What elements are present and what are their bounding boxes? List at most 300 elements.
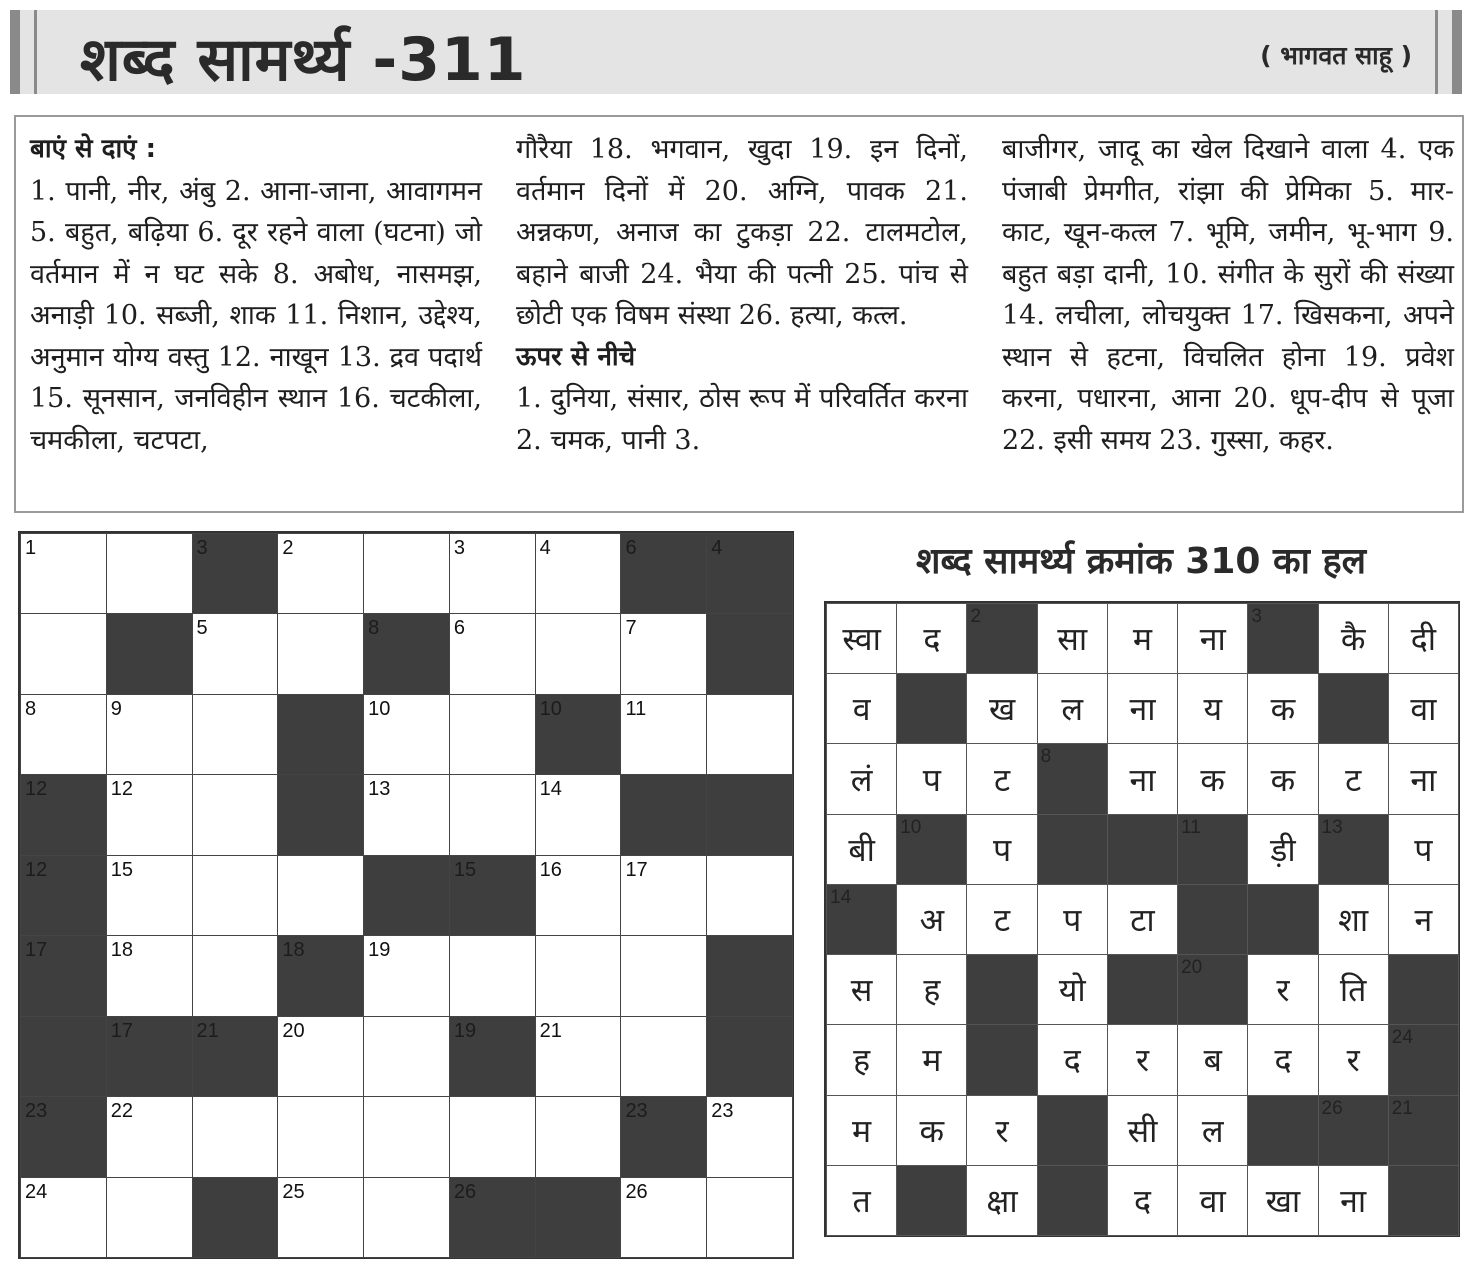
solution-cell [896,1024,967,1095]
solution-letter: प [1063,900,1082,939]
solution-cell [966,814,1037,885]
cell-number: 12 [25,778,48,801]
solution-black-cell [896,673,967,744]
grid-cell[interactable] [535,533,622,614]
grid-cell[interactable] [706,1177,793,1258]
cell-number: 12 [110,778,134,801]
cell-number: 6 [625,537,637,559]
solution-letter: ह [853,1041,871,1080]
solution-letter: अ [919,900,945,939]
solution-black-cell [1388,1095,1459,1166]
solution-cell [966,1095,1037,1166]
across-clues-continued: गौरैया 18. भगवान, खुदा 19. इन दिनों, वर्तमान दिनों में 20. अग्नि, पावक 21. अन्नकण, अनाज का टुकड़ा 22. टालमटोल, बहाने बाजी 24. भैया की पत्नी 25. पांच से छोटी एक विषम संस्था 26. हत्या, कत्ल. [516,134,968,331]
cell-number: 17 [110,1019,134,1042]
solution-letter: द [1063,1041,1081,1080]
solution-letter [827,885,896,954]
solution-letter [1178,885,1247,954]
solution-letter: ट [993,760,1011,799]
clues-column-2 [516,129,968,461]
solution-cell [896,743,967,814]
cell-number: 1 [25,537,37,559]
grid-cell[interactable] [277,855,364,936]
solution-letter [967,1025,1036,1094]
grid-cell[interactable] [106,935,193,1016]
solution-letter [967,604,1036,673]
grid-cell[interactable] [706,694,793,775]
cell-number: 13 [368,778,391,801]
cell-number: 10 [539,697,562,720]
grid-cell[interactable] [363,1016,450,1097]
grid-cell[interactable] [106,1096,193,1177]
solution-cell [1177,1024,1248,1095]
solution-letter: प [992,830,1012,869]
cell-number: 17 [625,858,648,881]
cell-number: 6 [453,617,465,640]
cell-number: 9 [110,697,122,720]
solution-cell-number: 11 [1181,816,1201,838]
cell-number: 12 [25,858,48,881]
solution-cell [1247,743,1318,814]
page-title: शब्द सामर्थ्य -311 [80,25,527,95]
solution-cell [896,1095,967,1166]
solution-cell [1318,1024,1389,1095]
black-cell [449,1177,536,1258]
grid-cell[interactable] [449,774,536,855]
grid-cell[interactable] [363,1096,450,1177]
solution-letter: क [1200,760,1225,799]
solution-cell [1247,1024,1318,1095]
grid-cell[interactable] [106,774,193,855]
solution-letter [1389,1096,1458,1165]
cell-number: 18 [282,939,305,962]
solution-cell [896,954,967,1025]
cell-number: 4 [711,537,723,559]
black-cell [535,694,622,775]
solution-black-cell [966,1024,1037,1095]
solution-cell [1037,884,1108,955]
solution-letter [897,674,966,743]
solution-black-cell [1318,673,1389,744]
solution-letter [1248,1096,1317,1165]
black-cell [20,855,107,936]
solution-letter: द [1133,1181,1151,1220]
solution-letter: क [919,1111,945,1150]
solution-letter [967,955,1036,1024]
solution-black-cell [896,1165,967,1236]
solution-letter: वा [1199,1181,1226,1220]
solution-letter: स्वा [842,620,881,659]
solution-cell [1247,673,1318,744]
solution-cell [1388,743,1459,814]
solution-cell [826,954,897,1025]
cell-number: 18 [110,939,134,962]
solution-cell [1177,743,1248,814]
cell-number: 20 [282,1019,305,1042]
solution-cell [1318,884,1389,955]
grid-cell[interactable] [277,1177,364,1258]
solution-black-cell [1037,1095,1108,1166]
solution-cell [1037,603,1108,674]
solution-letter: टा [1130,900,1155,939]
solution-cell [966,743,1037,814]
solution-cell [1107,1024,1178,1095]
solution-cell-number: 20 [1181,957,1203,979]
grid-cell[interactable] [620,855,707,936]
cell-number: 3 [453,537,465,559]
solution-letter: ना [1129,760,1156,799]
solution-cell [1107,673,1178,744]
grid-cell[interactable] [620,613,707,694]
solution-cell [1247,1165,1318,1236]
black-cell [363,855,450,936]
solution-letter: र [1346,1041,1360,1080]
solution-cell [1107,1165,1178,1236]
header-divider-right [1435,10,1438,94]
across-clues-text: 1. पानी, नीर, अंबु 2. आना-जाना, आवागमन 5. बहुत, बढ़िया 6. दूर रहने वाला (घटना) जो वर्तमान में न घट सके 8. अबोध, नासमझ, अनाड़ी 10. सब्जी, शाक 11. निशान, उद्देश्य, अनुमान योग्य वस्तु 12. नाखून 13. द्रव पदार्थ 15. सूनसान, जनविहीन स्थान 16. चटकीला, चमकीला, चटपटा, [30,175,482,456]
grid-cell[interactable] [20,1177,107,1258]
solution-black-cell [1177,954,1248,1025]
cell-number: 7 [625,617,637,640]
across-heading: बाएं से दाएं : [30,134,157,164]
solution-black-cell [1247,1095,1318,1166]
solution-letter: सी [1127,1111,1158,1150]
black-cell [449,855,536,936]
solution-letter [1389,955,1458,1024]
solution-cell [1177,1095,1248,1166]
grid-cell[interactable] [192,935,279,1016]
down-clues-continued: बाजीगर, जादू का खेल दिखाने वाला 4. एक पंजाबी प्रेमगीत, रांझा की प्रेमिका 5. मार-काट, खून-कत्ल 7. भूमि, जमीन, भू-भाग 9. बहुत बड़ा दानी, 10. संगीत के सुरों की संख्या 14. लचीला, लोचयुक्त 17. खिसकना, अपने स्थान से हटना, विचलित होना 19. प्रवेश करना, पधारना, आना 20. धूप-दीप से पूजा 22. इसी समय 23. गुस्सा, कहर. [1002,134,1454,456]
grid-cell[interactable] [363,533,450,614]
solution-letter: वा [1410,690,1437,729]
cell-number: 15 [453,858,477,881]
solution-letter [897,815,966,884]
solution-letter: य [1203,690,1222,729]
solution-letter [1038,1096,1107,1165]
black-cell [706,613,793,694]
cell-number: 5 [196,617,208,640]
grid-cell[interactable] [449,935,536,1016]
black-cell [277,694,364,775]
solution-letter: लं [850,760,873,799]
solution-letter [1038,744,1107,813]
grid-cell[interactable] [277,613,364,694]
grid-cell[interactable] [449,533,536,614]
grid-cell[interactable] [449,613,536,694]
solution-letter: द [1274,1041,1292,1080]
solution-letter: ना [1340,1181,1367,1220]
grid-cell[interactable] [106,1177,193,1258]
grid-cell[interactable] [277,1016,364,1097]
solution-cell [1107,603,1178,674]
black-cell [620,533,707,614]
cell-number: 14 [539,778,562,801]
black-cell [620,1096,707,1177]
solution-letter: खा [1265,1181,1301,1220]
solution-cell [1107,743,1178,814]
solution-cell [826,603,897,674]
solution-cell [1247,814,1318,885]
solution-letter: बी [848,830,875,869]
grid-cell[interactable] [106,855,193,936]
grid-cell[interactable] [277,533,364,614]
black-cell [192,533,279,614]
black-cell [706,774,793,855]
cell-number: 2 [282,537,294,559]
solution-letter: ना [1410,760,1437,799]
solution-letter: र [1135,1041,1150,1080]
solution-cell [1318,954,1389,1025]
solution-letter: ना [1129,690,1156,729]
solution-letter: न [1414,900,1433,939]
solution-cell [826,1095,897,1166]
solution-letter: ल [1061,690,1084,729]
solution-black-cell [1388,954,1459,1025]
grid-cell[interactable] [20,694,107,775]
black-cell [20,1096,107,1177]
header-banner [10,10,1462,94]
solution-cell [1388,814,1459,885]
solution-cell-number: 10 [900,816,922,838]
solution-black-cell [1318,1095,1389,1166]
solution-cell [1037,1024,1108,1095]
solution-cell [1177,603,1248,674]
black-cell [20,774,107,855]
grid-cell[interactable] [620,1016,707,1097]
grid-cell[interactable] [192,855,279,936]
solution-cell [966,884,1037,955]
solution-letter [1319,815,1388,884]
solution-black-cell [1177,814,1248,885]
cell-number: 21 [539,1019,562,1042]
black-cell [706,533,793,614]
solution-cell [826,1165,897,1236]
grid-cell[interactable] [192,1096,279,1177]
solution-black-cell [896,814,967,885]
cell-number: 26 [453,1180,477,1203]
solution-letter: ट [1345,760,1362,799]
solution-letter: क्षा [986,1181,1018,1220]
grid-cell[interactable] [20,533,107,614]
solution-cell [1107,1095,1178,1166]
grid-cell[interactable] [192,613,279,694]
grid-cell[interactable] [363,694,450,775]
black-cell [535,1177,622,1258]
solution-cell [1177,673,1248,744]
solution-letter: दी [1410,620,1437,659]
solution-letter: व [852,690,871,729]
solution-letter: द [923,620,941,659]
solution-cell-number: 26 [1321,1097,1343,1119]
clues-box [14,115,1464,513]
solution-letter: ल [1201,1111,1224,1150]
solution-letter: क [1270,690,1296,729]
solution-letter: म [1132,620,1153,659]
cell-number: 24 [25,1180,48,1203]
solution-cell [826,743,897,814]
solution-letter: ड़ी [1270,830,1296,869]
black-cell [277,774,364,855]
solution-letter [1108,955,1177,1024]
solution-letter [1248,604,1317,673]
down-heading: ऊपर से नीचे [516,341,636,372]
cell-number: 21 [196,1019,219,1042]
crossword-grid [18,531,794,1259]
header-divider-left [34,10,37,94]
solution-cell [1247,954,1318,1025]
cell-number: 19 [453,1019,477,1042]
grid-cell[interactable] [620,694,707,775]
solution-title: शब्द सामर्थ्य क्रमांक 310 का हल [915,541,1366,582]
grid-cell[interactable] [363,1177,450,1258]
solution-cell [1318,743,1389,814]
solution-letter [1319,1096,1388,1165]
solution-letter: सा [1057,620,1088,659]
solution-black-cell [1247,603,1318,674]
solution-black-cell [1388,1165,1459,1236]
cell-number: 23 [711,1100,734,1123]
grid-cell[interactable] [706,855,793,936]
solution-letter: ख [988,690,1016,729]
solution-black-cell [1107,814,1178,885]
grid-cell[interactable] [363,935,450,1016]
grid-cell[interactable] [706,1096,793,1177]
solution-letter: म [852,1111,872,1150]
grid-cell[interactable] [192,694,279,775]
down-clues-text: 1. दुनिया, संसार, ठोस रूप में परिवर्तित करना 2. चमक, पानी 3. [516,383,968,456]
black-cell [277,935,364,1016]
solution-cell-number: 8 [1040,746,1052,768]
solution-letter: र [995,1111,1009,1150]
black-cell [706,935,793,1016]
cell-number: 17 [25,939,48,962]
grid-cell[interactable] [20,613,107,694]
cell-number: 3 [196,537,208,559]
solution-black-cell [966,954,1037,1025]
solution-cell-number: 24 [1391,1027,1413,1049]
solution-letter: ह [923,971,941,1010]
solution-black-cell [826,884,897,955]
solution-black-cell [1177,884,1248,955]
solution-letter: ति [1339,971,1367,1010]
grid-cell[interactable] [620,1177,707,1258]
cell-number: 11 [625,697,647,720]
clues-column-3 [1002,129,1454,461]
cell-number: 19 [368,939,391,962]
grid-cell[interactable] [535,935,622,1016]
solution-black-cell [1107,954,1178,1025]
solution-letter [1389,1166,1458,1235]
cell-number: 4 [539,537,551,559]
grid-cell[interactable] [106,694,193,775]
solution-black-cell [1247,884,1318,955]
cell-number: 15 [110,858,134,881]
solution-black-cell [966,603,1037,674]
grid-cell[interactable] [277,1096,364,1177]
cell-number: 25 [282,1180,305,1203]
solution-cell [826,673,897,744]
solution-letter: र [1276,971,1290,1010]
black-cell [192,1177,279,1258]
solution-letter: स [850,971,873,1010]
solution-letter: ना [1199,620,1226,659]
cell-number: 23 [25,1100,48,1123]
grid-cell[interactable] [535,613,622,694]
solution-letter [1319,674,1388,743]
cell-number: 22 [110,1100,134,1123]
solution-letter [1038,1166,1107,1235]
black-cell [363,613,450,694]
solution-cell [1107,884,1178,955]
black-cell [192,1016,279,1097]
solution-cell [896,603,967,674]
solution-letter: ब [1203,1041,1222,1080]
solution-black-cell [1388,1024,1459,1095]
cell-number: 23 [625,1100,648,1123]
solution-cell [1318,603,1389,674]
cell-number: 26 [625,1180,648,1203]
solution-cell-number: 2 [970,606,982,627]
solution-cell-number: 3 [1251,606,1262,627]
grid-cell[interactable] [449,694,536,775]
clues-column-1 [30,129,482,461]
grid-cell[interactable] [192,774,279,855]
solution-cell [966,673,1037,744]
black-cell [106,613,193,694]
solution-cell [1388,673,1459,744]
solution-letter: कै [1340,620,1366,659]
solution-cell [1177,1165,1248,1236]
cell-number: 8 [368,617,380,640]
cell-number: 16 [539,858,562,881]
solution-letter [1178,815,1247,884]
author-credit: ( भागवत साहू ) [1260,41,1412,70]
solution-letter: प [1414,830,1433,869]
black-cell [449,1016,536,1097]
solution-cell [966,1165,1037,1236]
solution-letter: शा [1338,900,1369,939]
solution-letter: प [922,760,941,799]
solution-letter [1248,885,1317,954]
grid-cell[interactable] [363,774,450,855]
solution-letter [1038,815,1107,884]
black-cell [20,935,107,1016]
black-cell [620,774,707,855]
solution-black-cell [1037,743,1108,814]
grid-cell[interactable] [535,1016,622,1097]
solution-letter [897,1166,966,1235]
grid-cell[interactable] [535,855,622,936]
grid-cell[interactable] [535,774,622,855]
solution-black-cell [1037,1165,1108,1236]
solution-cell-number: 21 [1391,1097,1413,1119]
grid-cell[interactable] [620,935,707,1016]
black-cell [106,1016,193,1097]
black-cell [20,1016,107,1097]
solution-cell [1388,884,1459,955]
solution-letter: यो [1058,971,1086,1010]
solution-letter: त [852,1181,871,1220]
grid-cell[interactable] [106,533,193,614]
solution-black-cell [1037,814,1108,885]
solution-cell-number: 13 [1321,816,1343,838]
grid-cell[interactable] [535,1096,622,1177]
solution-letter [1108,815,1177,884]
cell-number: 10 [368,697,391,720]
grid-cell[interactable] [449,1096,536,1177]
solution-cell [826,1024,897,1095]
solution-cell [1388,603,1459,674]
solution-cell [1037,673,1108,744]
